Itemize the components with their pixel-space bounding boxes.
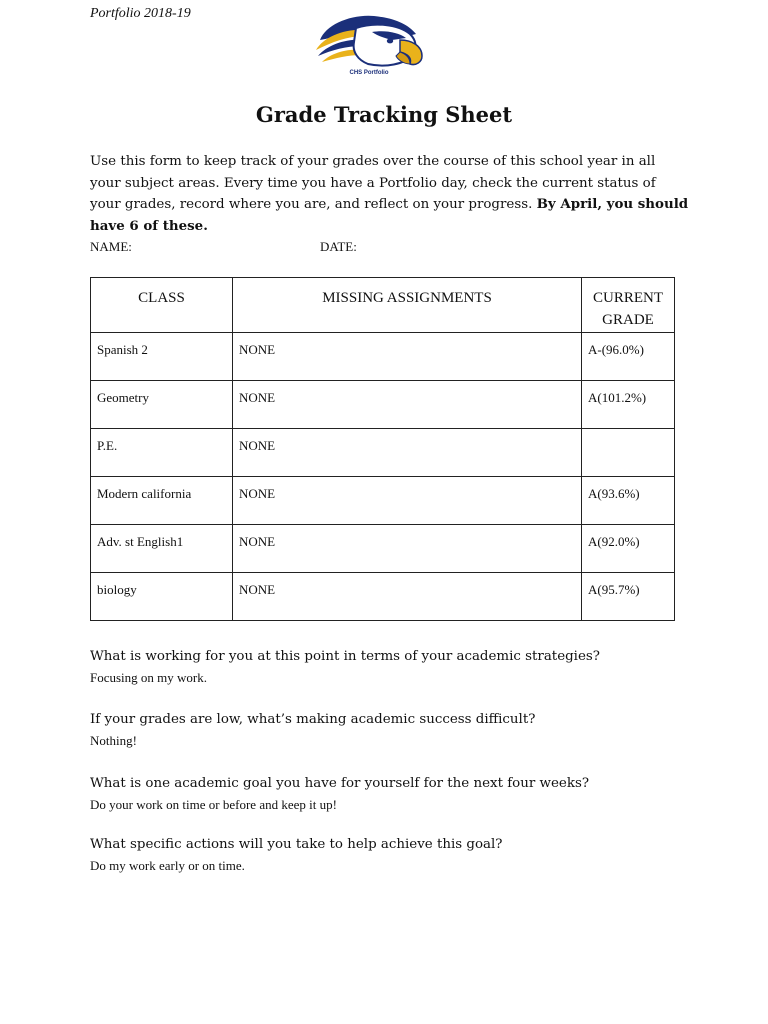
grade-cell: A(93.6%)	[582, 477, 675, 525]
missing-cell: NONE	[233, 333, 582, 381]
class-cell: biology	[91, 573, 233, 621]
header-class: CLASS	[91, 278, 233, 333]
missing-cell: NONE	[233, 381, 582, 429]
header-missing-assignments: MISSING ASSIGNMENTS	[233, 278, 582, 333]
question-text: What is one academic goal you have for yourself for the next four weeks?	[90, 776, 589, 791]
table-header-row	[91, 278, 675, 333]
table-row	[91, 477, 675, 525]
class-cell: Geometry	[91, 381, 233, 429]
page-title: Grade Tracking Sheet	[255, 102, 513, 127]
class-cell: P.E.	[91, 429, 233, 477]
grade-cell: A-(96.0%)	[582, 333, 675, 381]
missing-cell: NONE	[233, 477, 582, 525]
grade-cell: A(95.7%)	[582, 573, 675, 621]
answer-text: Focusing on my work.	[90, 670, 207, 685]
intro-bold-note: By April, you should have 6 of these.	[90, 196, 689, 234]
class-cell: Adv. st English1	[91, 525, 233, 573]
missing-cell: NONE	[233, 573, 582, 621]
reflection-question-2	[90, 709, 690, 751]
question-text: What specific actions will you take to help achieve this goal?	[90, 837, 503, 852]
class-cell: Spanish 2	[91, 333, 233, 381]
intro-paragraph	[90, 151, 690, 237]
header-grade-line1: CURRENT	[592, 290, 663, 306]
grade-table	[90, 277, 675, 621]
reflection-question-4	[90, 834, 690, 876]
missing-cell: NONE	[233, 429, 582, 477]
class-cell: Modern california	[91, 477, 233, 525]
grade-cell	[582, 429, 675, 477]
header-current-grade	[582, 278, 675, 333]
table-row	[91, 525, 675, 573]
date-field-label: DATE:	[320, 239, 357, 254]
answer-text: Nothing!	[90, 733, 137, 748]
logo-caption: CHS Portfolio	[349, 70, 389, 76]
table-row	[91, 429, 675, 477]
reflection-question-3	[90, 773, 690, 815]
name-field-label: NAME:	[90, 239, 132, 254]
grade-cell: A(92.0%)	[582, 525, 675, 573]
portfolio-year-label: Portfolio 2018-19	[90, 6, 191, 21]
answer-text: Do your work on time or before and keep it up!	[90, 797, 337, 812]
question-text: What is working for you at this point in terms of your academic strategies?	[90, 649, 600, 664]
missing-cell: NONE	[233, 525, 582, 573]
table-row	[91, 573, 675, 621]
reflection-question-1	[90, 646, 690, 688]
answer-text: Do my work early or on time.	[90, 858, 245, 873]
intro-text: Use this form to keep track of your grades over the course of this school year in all your subject areas. Every time you have a Portfolio day, check the current status of your grades, record where you are, and reflect on your progress.	[90, 154, 656, 212]
header-grade-line2: GRADE	[602, 312, 654, 328]
table-row	[91, 381, 675, 429]
grade-cell: A(101.2%)	[582, 381, 675, 429]
table-row	[91, 333, 675, 381]
question-text: If your grades are low, what’s making academic success difficult?	[90, 712, 536, 727]
